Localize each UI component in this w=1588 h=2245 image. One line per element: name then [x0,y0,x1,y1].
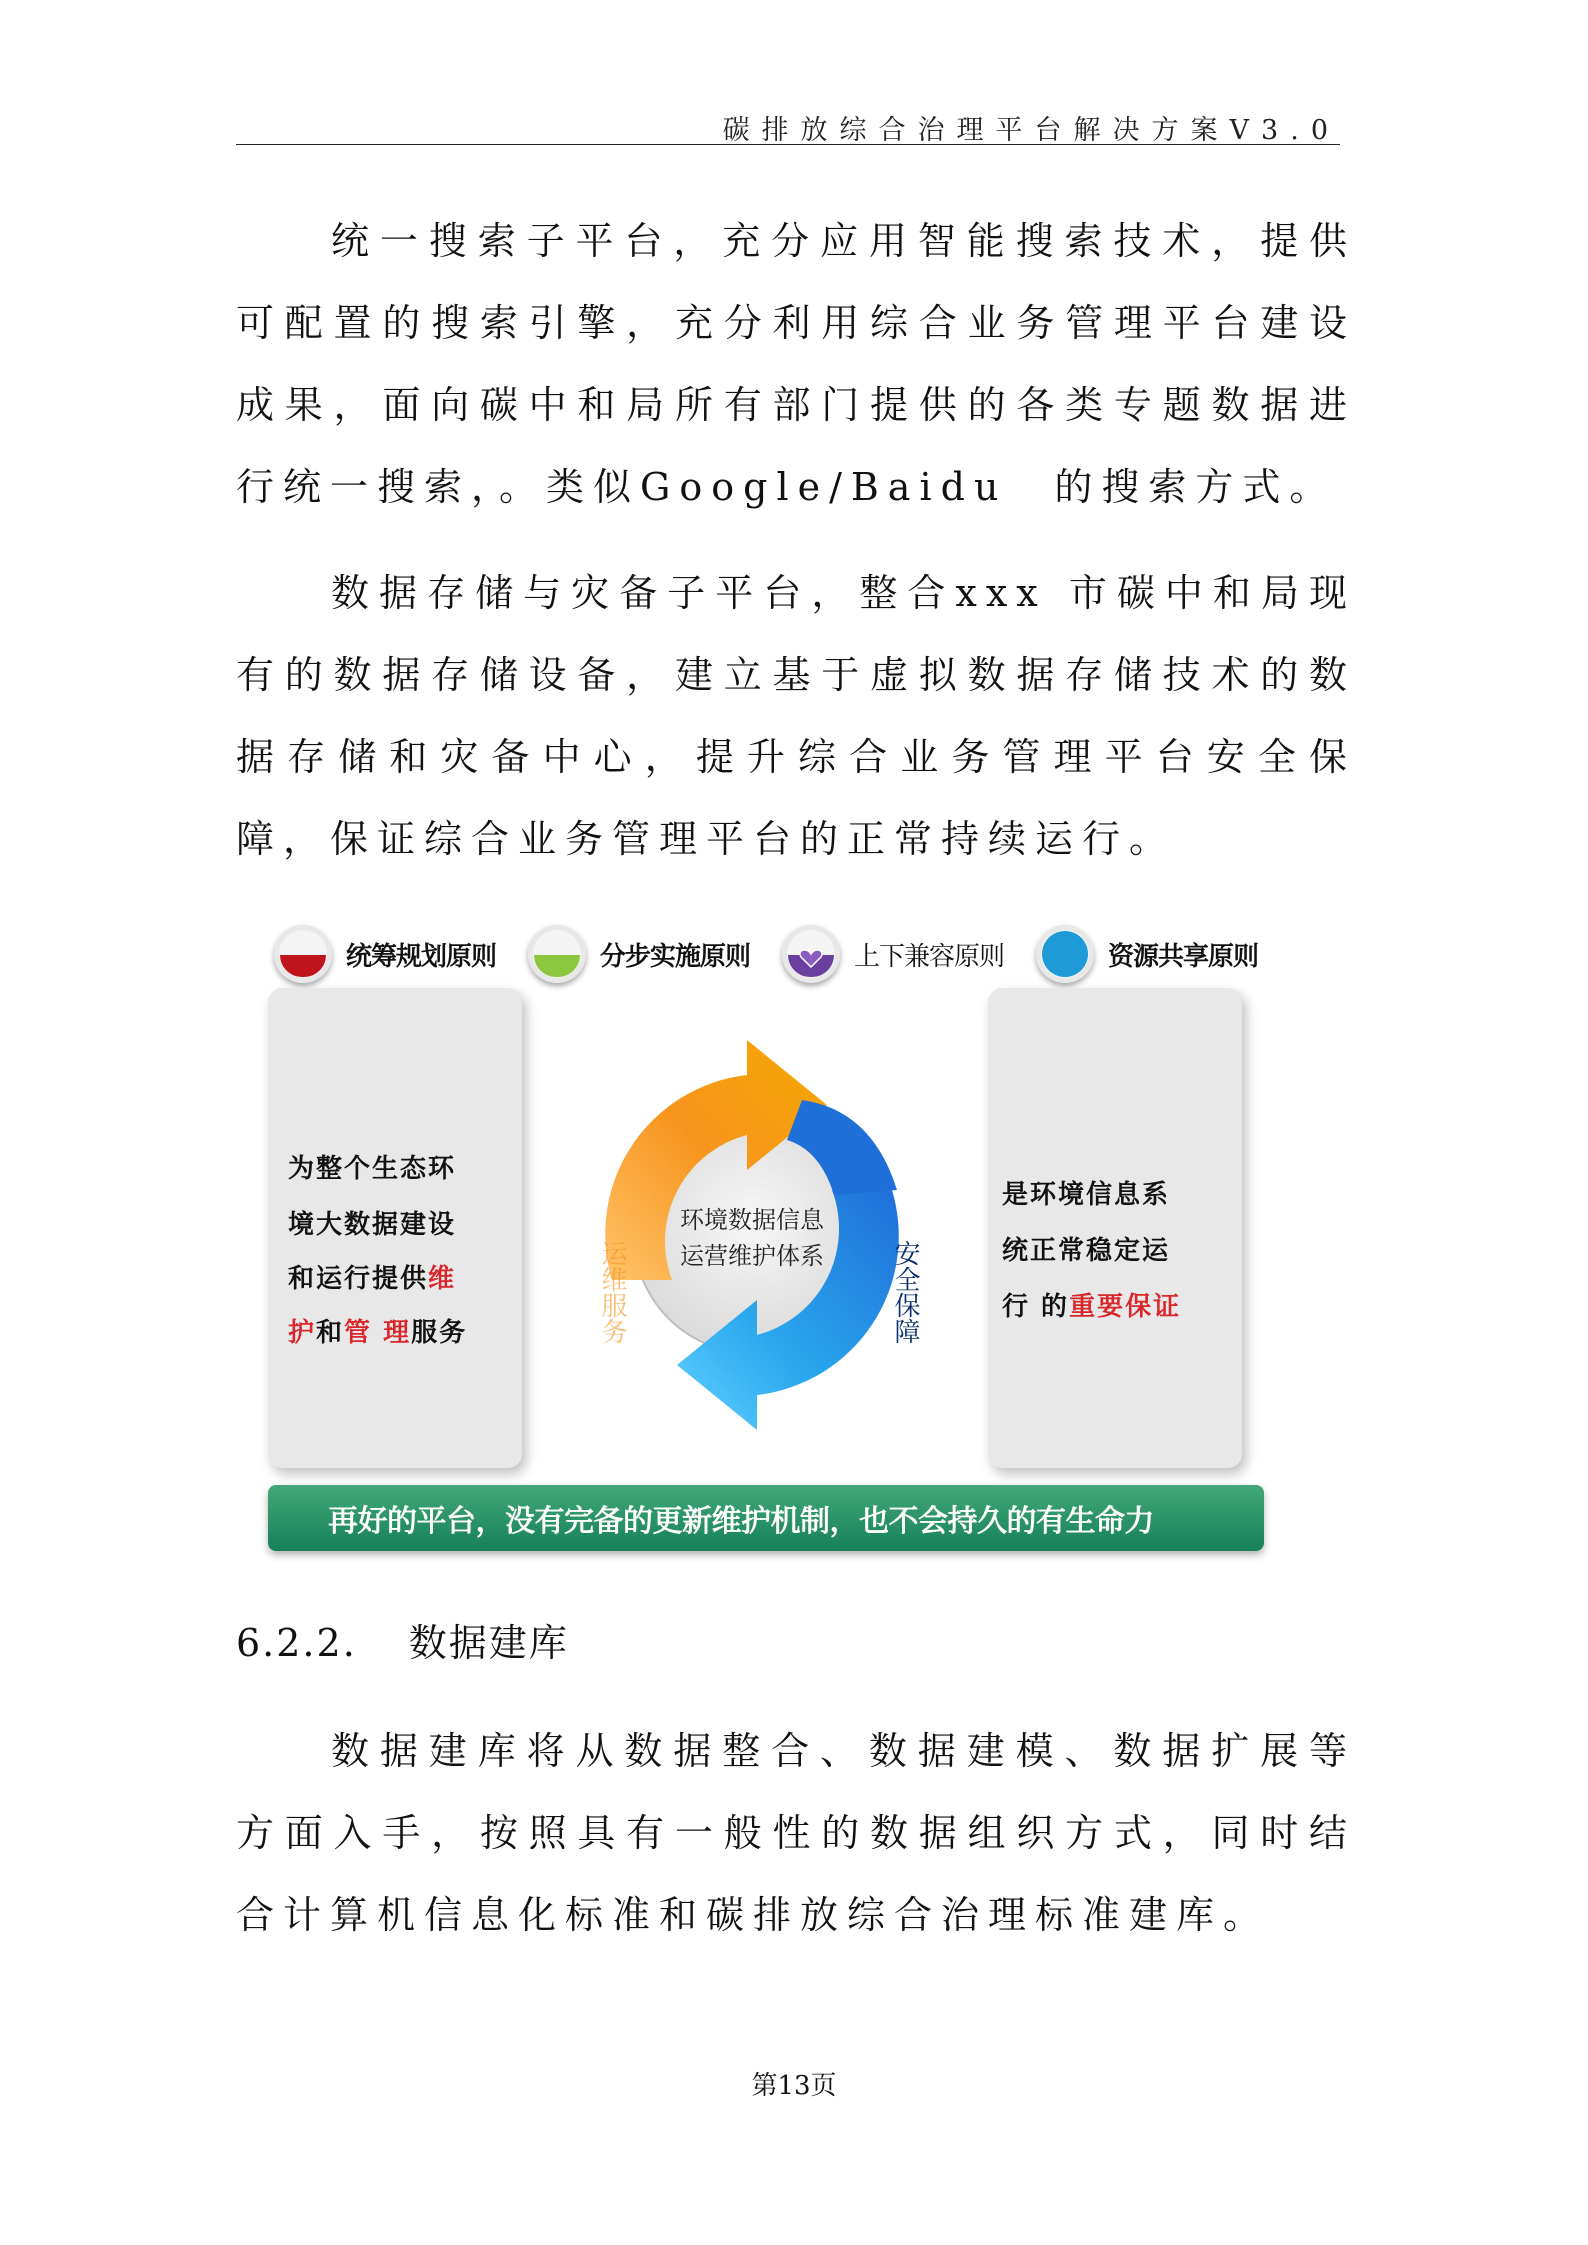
section-title: 数据建库 [408,1621,569,1665]
header-title: 碳排放综合治理平台解决方案V3.0 [722,115,1340,146]
page-header [236,108,1340,145]
principle-label: 统筹规划原则 [346,941,497,972]
left-panel-line: 和运行提供维 [288,1264,457,1294]
banner-text: 再好的平台，没有完备的更新维护机制，也不会持久的有生命力 [328,1504,1154,1539]
right-panel [988,988,1242,1468]
section-number: 6.2.2. [236,1621,357,1665]
cycle-diagram [552,990,972,1460]
right-panel-line: 行 的重要保证 [1002,1292,1182,1322]
blue-ball-icon [1036,925,1094,983]
left-arrow-label: 运维服务 [597,1240,627,1344]
paragraph-unified-search: 统一搜索子平台，充分应用智能搜索技术，提供可配置的搜索引擎，充分利用综合业务管理平台建设成果，面向碳中和局所有部门提供的各类专题数据进行统一搜索，。类似Google/Baidu 的搜索方式。 [236,219,1356,509]
purple-heart-ball-icon [782,925,840,983]
left-panel-line: 为整个生态环 [288,1154,457,1184]
left-panel [268,988,522,1468]
right-arrow-label: 安全保障 [890,1240,920,1344]
right-panel-line: 统正常稳定运 [1002,1236,1171,1266]
paragraph-storage-backup: 数据存储与灾备子平台，整合xxx 市碳中和局现有的数据存储设备，建立基于虚拟数据存储技术的数据存储和灾备中心，提升综合业务管理平台安全保障，保证综合业务管理平台的正常持续运行。 [236,571,1356,861]
principle-item [782,922,1004,986]
operations-figure [252,900,1302,1570]
figure-banner [268,1485,1264,1551]
principle-label: 上下兼容原则 [854,941,1005,972]
principle-item [528,922,750,986]
red-ball-icon [274,925,332,983]
principle-item [1036,922,1258,986]
right-panel-line: 是环境信息系 [1002,1180,1171,1210]
principle-label: 分步实施原则 [600,941,751,972]
left-panel-line: 境大数据建设 [288,1210,457,1240]
principle-item [274,922,496,986]
principle-label: 资源共享原则 [1108,941,1259,972]
green-ball-icon [528,925,586,983]
left-panel-line: 护和管 理服务 [288,1318,468,1348]
paragraph-database: 数据建库将从数据整合、数据建模、数据扩展等方面入手，按照具有一般性的数据组织方式，同时结合计算机信息化标准和碳排放综合治理标准建库。 [236,1729,1356,1937]
section-heading [236,1612,569,1667]
cycle-center-text: 环境数据信息 运营维护体系 [680,1206,824,1270]
page-footer: 第13页 [751,2071,837,2101]
